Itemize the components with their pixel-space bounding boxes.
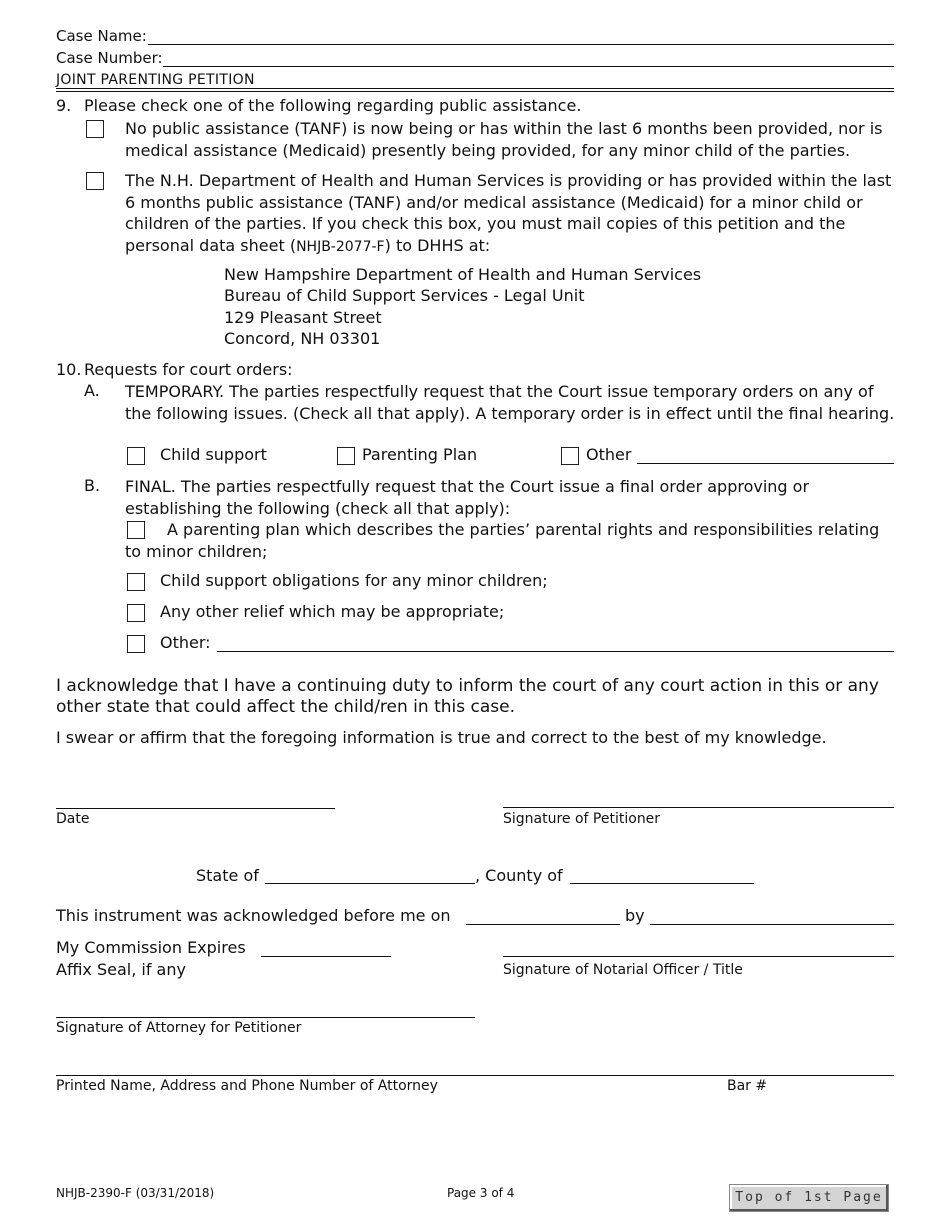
temp-child-support-checkbox[interactable] — [127, 447, 145, 465]
attorney-signature-field[interactable] — [56, 1017, 475, 1018]
by-label: by — [625, 906, 645, 925]
dhhs-text-tail: ) to DHHS at: — [384, 235, 491, 255]
case-name-label: Case Name: — [56, 27, 147, 45]
dhhs-assistance-checkbox[interactable] — [86, 172, 104, 190]
header-rule-top — [56, 88, 894, 89]
final-other-relief-checkbox[interactable] — [127, 604, 145, 622]
temp-other-field[interactable] — [637, 463, 894, 464]
swear-text: I swear or affirm that the foregoing information is true and correct to the best of my knowledge. — [56, 728, 827, 747]
acknowledged-by-field[interactable] — [650, 924, 894, 925]
address-line-2: Bureau of Child Support Services - Legal Unit — [224, 286, 585, 305]
temp-other-checkbox[interactable] — [561, 447, 579, 465]
temporary-orders-text: TEMPORARY. The parties respectfully request that the Court issue temporary orders on any of the following issues. (Check all that apply). A temporary order is in effect until the final hearing. — [125, 382, 895, 423]
temp-other-label: Other — [586, 445, 632, 464]
commission-label: My Commission Expires — [56, 938, 246, 957]
case-number-field[interactable] — [163, 66, 894, 67]
attorney-signature-label: Signature of Attorney for Petitioner — [56, 1020, 302, 1036]
section10b-letter: B. — [84, 476, 101, 495]
state-of-label: State of — [196, 866, 259, 885]
attorney-info-field[interactable] — [56, 1075, 894, 1076]
final-child-support-checkbox[interactable] — [127, 573, 145, 591]
temp-child-support-label: Child support — [160, 445, 267, 464]
bar-number-label: Bar # — [727, 1078, 768, 1094]
top-of-first-page-button[interactable]: Top of 1st Page — [729, 1184, 889, 1212]
section10a-letter: A. — [84, 381, 100, 400]
date-label: Date — [56, 811, 90, 827]
section10-number: 10. — [56, 360, 82, 379]
petitioner-signature-label: Signature of Petitioner — [503, 811, 661, 827]
acknowledged-date-field[interactable] — [466, 924, 620, 925]
case-number-label: Case Number: — [56, 49, 163, 67]
final-child-support-label: Child support obligations for any minor children; — [160, 571, 548, 590]
address-line-1: New Hampshire Department of Health and Human Services — [224, 265, 702, 284]
form-id: NHJB-2390-F (03/31/2018) — [56, 1186, 215, 1200]
seal-label: Affix Seal, if any — [56, 960, 186, 979]
case-name-field[interactable] — [148, 44, 894, 45]
final-orders-text: FINAL. The parties respectfully request that the Court issue a final order approving or establishing the following (check all that apply): — [125, 477, 810, 518]
acknowledged-label: This instrument was acknowledged before me on — [56, 906, 451, 925]
notary-signature-label: Signature of Notarial Officer / Title — [503, 962, 743, 978]
acknowledge-text: I acknowledge that I have a continuing duty to inform the court of any court action in this or any other state that could affect the child/ren in this case. — [56, 676, 879, 717]
section9-prompt: Please check one of the following regarding public assistance. — [84, 96, 582, 115]
final-other-relief-label: Any other relief which may be appropriate; — [160, 602, 505, 621]
page-number: Page 3 of 4 — [447, 1186, 515, 1200]
final-other-field[interactable] — [217, 651, 894, 652]
county-field[interactable] — [570, 883, 754, 884]
temp-parenting-plan-checkbox[interactable] — [337, 447, 355, 465]
attorney-info-label: Printed Name, Address and Phone Number of Attorney — [56, 1078, 438, 1094]
section9-number: 9. — [56, 96, 72, 115]
petitioner-signature-field[interactable] — [503, 807, 894, 808]
address-line-3: 129 Pleasant Street — [224, 308, 382, 327]
final-other-label: Other: — [160, 633, 211, 652]
dhhs-assistance-text — [125, 170, 895, 258]
address-line-4: Concord, NH 03301 — [224, 329, 381, 348]
dhhs-text-main: The N.H. Department of Health and Human Services is providing or has provided within the last 6 months public assistance (TANF) and/or medical assistance (Medicaid) for a minor child or children of the parties. If you check this box, you must mail copies of this petition and the personal data sheet ( — [125, 171, 892, 255]
no-assistance-checkbox[interactable] — [86, 120, 104, 138]
form-title: JOINT PARENTING PETITION — [56, 72, 255, 88]
form-ref: NHJB-2077-F — [296, 238, 385, 255]
no-assistance-text: No public assistance (TANF) is now being or has within the last 6 months been provided, nor is medical assistance (Medicaid) presently being provided, for any minor child of the parties. — [125, 119, 883, 160]
notary-signature-field[interactable] — [503, 956, 894, 957]
state-field[interactable] — [265, 883, 475, 884]
commission-field[interactable] — [261, 956, 391, 957]
final-parenting-plan-text: A parenting plan which describes the parties’ parental rights and responsibilities relating to minor children; — [125, 520, 880, 561]
section10-title: Requests for court orders: — [84, 360, 293, 379]
date-field[interactable] — [56, 808, 335, 809]
header-rule-bottom — [56, 91, 894, 92]
county-of-label: , County of — [475, 866, 563, 885]
final-other-checkbox[interactable] — [127, 635, 145, 653]
temp-parenting-plan-label: Parenting Plan — [362, 445, 478, 464]
